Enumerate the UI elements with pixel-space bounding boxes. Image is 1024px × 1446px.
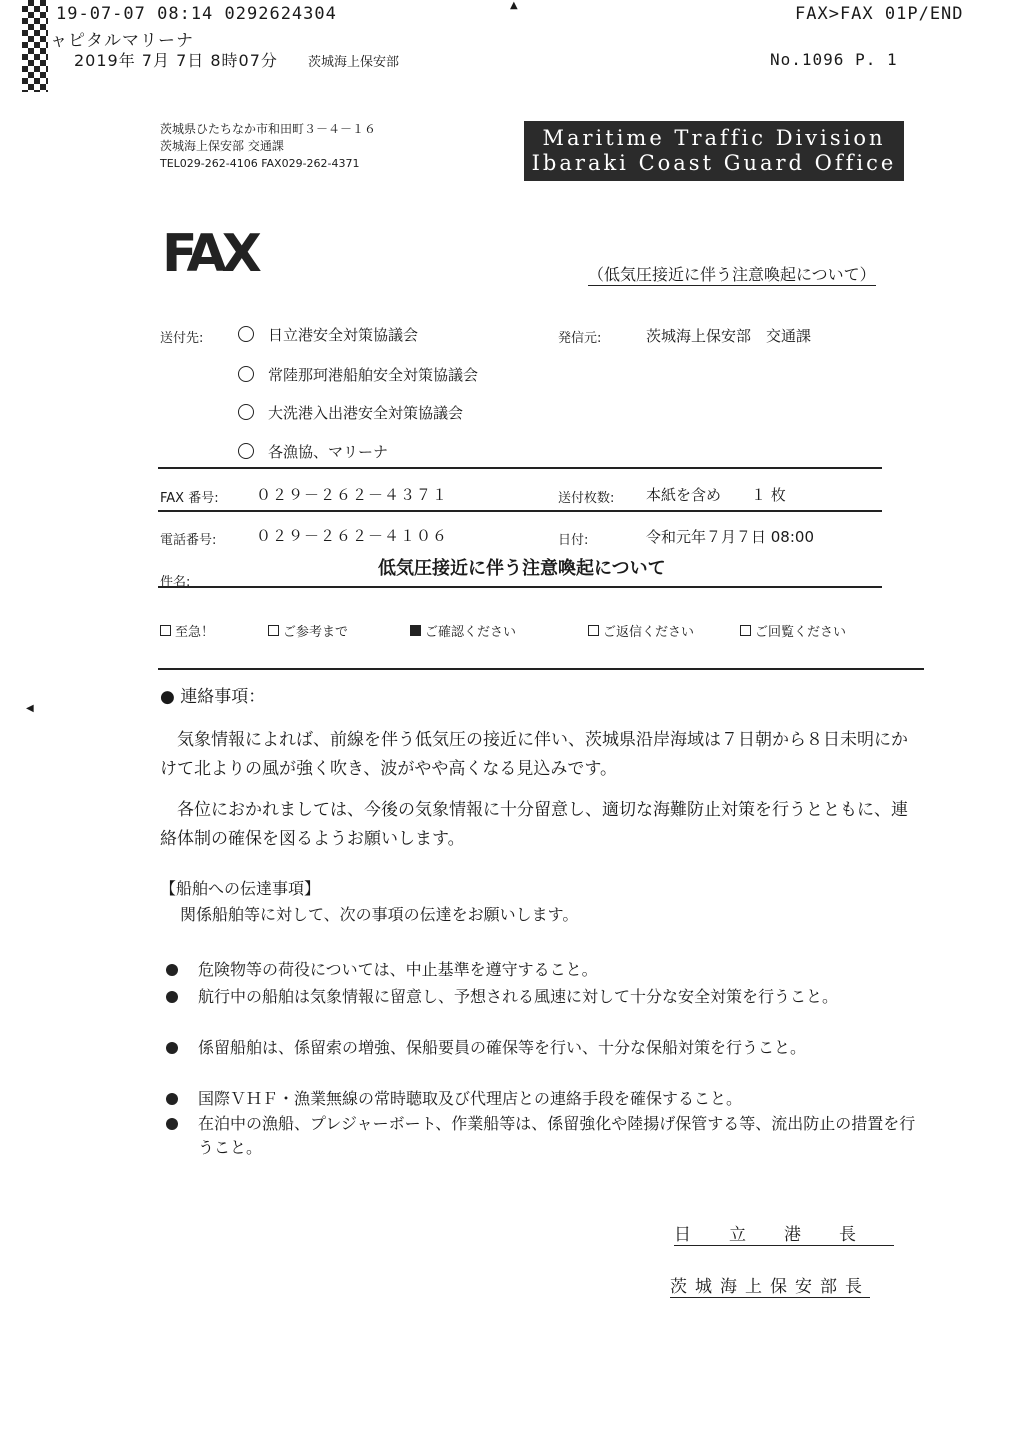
list-item: 国際ＶＨＦ・漁業無線の常時聴取及び代理店との連絡手段を確保すること。 xyxy=(166,1087,926,1111)
notice-paragraph-1: 気象情報によれば、前線を伴う低気圧の接近に伴い、茨城県沿岸海域は７日朝から８日未明にかけて北よりの風が強く吹き、波がやや高くなる見込みです。 xyxy=(160,730,908,779)
recipient-item: 各漁協、マリーナ xyxy=(238,441,388,462)
circle-icon xyxy=(238,404,254,420)
recipients-label: 送付先: xyxy=(160,331,204,346)
divider xyxy=(158,668,924,670)
checkbox-please-reply[interactable]: ご返信ください xyxy=(588,621,694,640)
date-value: 令和元年７月７日 08:00 xyxy=(646,528,814,546)
list-item: 危険物等の荷役については、中止基準を遵守すること。 xyxy=(166,958,926,982)
circle-icon xyxy=(238,443,254,459)
sender-address: 茨城県ひたちなか市和田町３－４－１６ xyxy=(160,122,377,136)
list-item: 在泊中の漁船、プレジャーボート、作業船等は、係留強化や陸揚げ保管する等、流出防止の措置を行うこと。 xyxy=(166,1112,926,1160)
fax-edge-pattern xyxy=(22,0,48,92)
pages-sent-value: 本紙を含め １ 枚 xyxy=(646,486,786,504)
bullet-icon xyxy=(166,1118,178,1130)
divider xyxy=(158,467,882,469)
fax-page-number: No.1096 P. 1 xyxy=(770,50,898,69)
divider xyxy=(158,586,882,588)
date-label: 日付: xyxy=(558,533,589,548)
phone-number-label: 電話番号: xyxy=(160,533,217,548)
pages-sent-label: 送付枚数: xyxy=(558,491,615,506)
fax-header-status: FAX>FAX 01P/END xyxy=(795,4,964,24)
subject-label: 件名: xyxy=(160,575,191,590)
list-item: 係留船舶は、係留索の増強、保船要員の確保等を行い、十分な保船対策を行うこと。 xyxy=(166,1036,926,1060)
fax-number-value: ０２９－２６２－４３７１ xyxy=(256,486,449,504)
bullet-icon xyxy=(166,1042,178,1054)
circle-icon xyxy=(238,326,254,342)
ship-notice-heading: 【船舶への伝達事項】 xyxy=(160,879,321,898)
subject-value: 低気圧接近に伴う注意喚起について xyxy=(378,558,666,579)
fax-header-sender: ャピタルマリーナ xyxy=(50,31,194,51)
division-banner xyxy=(524,121,904,181)
banner-line-1: Maritime Traffic Division xyxy=(542,126,886,150)
checkbox-for-reference[interactable]: ご参考まで xyxy=(268,621,348,640)
circle-icon xyxy=(238,366,254,382)
checkbox-please-circulate[interactable]: ご回覧ください xyxy=(740,621,846,640)
origin-label: 発信元: xyxy=(558,331,602,346)
checkbox-icon xyxy=(268,625,279,636)
fax-number-label: FAX 番号: xyxy=(160,491,219,506)
ship-notice-intro: 関係船舶等に対して、次の事項の伝達をお願いします。 xyxy=(180,905,579,924)
origin-value: 茨城海上保安部 交通課 xyxy=(646,327,812,345)
checkbox-icon xyxy=(160,625,171,636)
fax-feed-marker: ▲ xyxy=(510,0,518,11)
checkbox-icon xyxy=(588,625,599,636)
fax-feed-marker-left: ◀ xyxy=(26,703,34,714)
fax-header-office: 茨城海上保安部 xyxy=(308,55,400,70)
fax-header-timestamp: 19-07-07 08:14 0292624304 xyxy=(56,4,337,24)
subject-heading: （低気圧接近に伴う注意喚起について） xyxy=(588,262,876,286)
bullet-icon xyxy=(166,1093,178,1105)
divider xyxy=(158,510,882,512)
notice-paragraph-2: 各位におかれましては、今後の気象情報に十分留意し、適切な海難防止対策を行うとともに、連絡体制の確保を図るようお願いします。 xyxy=(160,800,908,849)
checkbox-urgent[interactable]: 至急！ xyxy=(160,621,214,640)
recipient-item: 日立港安全対策協議会 xyxy=(238,324,418,345)
checkbox-checked-icon xyxy=(410,625,421,636)
list-item: 航行中の船舶は気象情報に留意し、予想される風速に対して十分な安全対策を行うこと。 xyxy=(166,985,926,1009)
signature-coast-guard-chief: 茨城海上保安部長 xyxy=(670,1272,870,1298)
fax-header-received-date: 2019年 7月 7日 8時07分 xyxy=(74,51,278,70)
banner-line-2: Ibaraki Coast Guard Office xyxy=(531,151,897,175)
sender-office: 茨城海上保安部 交通課 xyxy=(160,139,284,153)
bullet-icon xyxy=(166,991,178,1003)
recipient-item: 大洗港入出港安全対策協議会 xyxy=(238,402,463,423)
recipient-item: 常陸那珂港船舶安全対策協議会 xyxy=(238,364,478,385)
signature-hitachi-port-master: 日立港長 xyxy=(674,1220,894,1246)
sender-tel-fax: TEL029-262-4106 FAX029-262-4371 xyxy=(160,157,360,170)
checkbox-icon xyxy=(740,625,751,636)
phone-number-value: ０２９－２６２－４１０６ xyxy=(256,527,449,545)
fax-logo: FAX xyxy=(162,224,257,284)
bullet-icon xyxy=(166,964,178,976)
checkbox-please-confirm[interactable]: ご確認ください xyxy=(410,621,516,640)
notice-heading: ● 連絡事項： xyxy=(160,687,266,707)
